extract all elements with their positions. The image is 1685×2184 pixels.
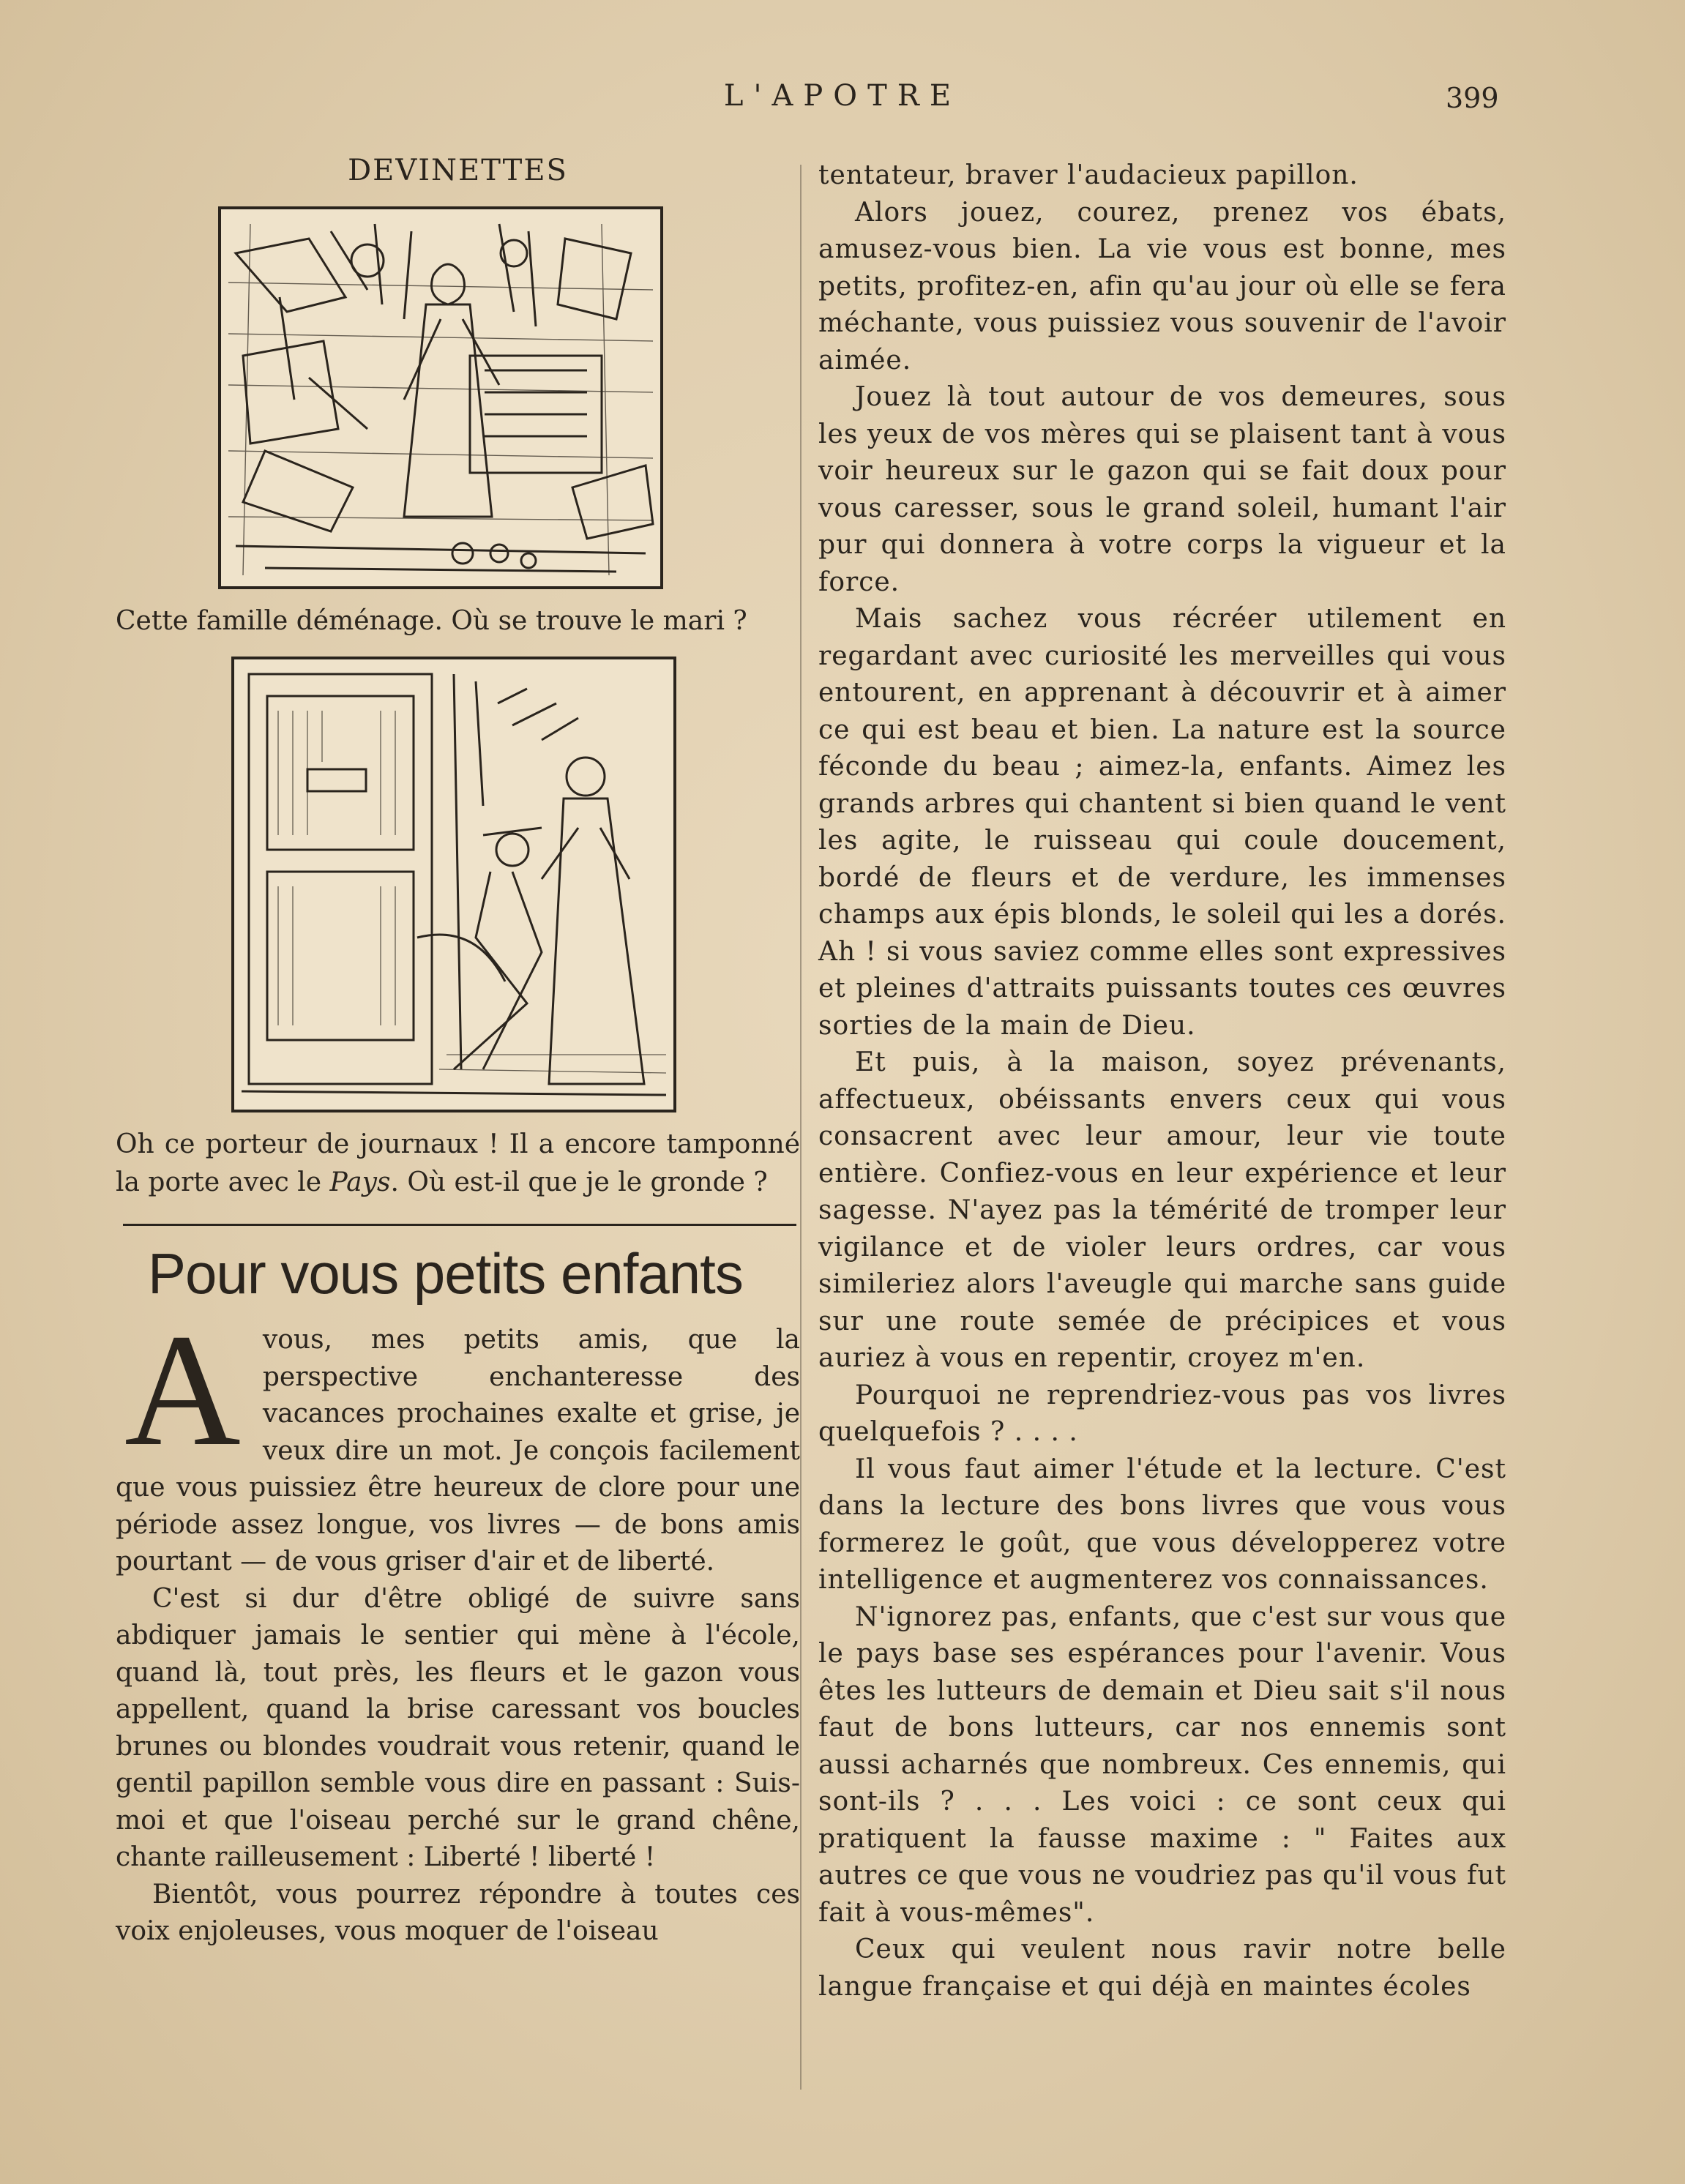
puzzle-caption-1: Cette famille déménage. Où se trouve le mari ? (116, 606, 747, 636)
left-column (116, 146, 800, 1951)
newspaper-door-engraving-icon (234, 659, 673, 1110)
article-dropcap: A (124, 1301, 241, 1479)
moving-family-engraving-icon (221, 209, 660, 586)
article-paragraph: vous, mes petits amis, que la perspective enchanteresse des vacances prochaines exalte et grise, je veux dire un mot. Je conçois facilement que vous puissiez être heureux de clore pour une période assez longue, vos livres — de bons amis pourtant — de vous griser d'air et de liberté. (116, 1325, 800, 1577)
running-header-title: L'APOTRE (723, 79, 962, 113)
article-paragraph: C'est si dur d'être obligé de suivre sans abdiquer jamais le sentier qui mène à l'école, quand là, tout près, les fleurs et le gazon vous appellent, quand la brise caressant vos boucles brunes ou blondes voudrait vous retenir, quand le gentil papillon semble vous dire en passant : Suis-moi et que l'oiseau perché sur le grand chêne, chante railleusement : Liberté ! liberté ! (116, 1583, 800, 1872)
article-paragraph: N'ignorez pas, enfants, que c'est sur vous que le pays base ses espérances pour l'avenir. Vous êtes les lutteurs de demain et Dieu sait s'il nous faut de bons lutteurs, car nos ennemis sont aussi acharnés que nombreux. Ces ennemis, qui sont-ils ? . . . Les voici : ce sont ceux qui pratiquent la fausse maxime : " Faites aux autres ce que vous ne voudriez pas qu'il vous fut fait à vous-mêmes". (818, 1601, 1506, 1928)
article-paragraph: Il vous faut aimer l'étude et la lecture. C'est dans la lecture des bons livres que vous vous formerez le goût, que vous développerez votre intelligence et augmenterez vos connaissances. (818, 1454, 1506, 1595)
column-divider (800, 165, 802, 2090)
article-paragraph: Jouez là tout autour de vos demeures, sous les yeux de vos mères qui se plaisent tant à vous voir heureux sur le gazon qui se fait doux pour vous caresser, sous le grand soleil, humant l'air pur qui donnera à votre corps la vigueur et la force. (818, 382, 1506, 597)
article-paragraph: Mais sachez vous récréer utilement en regardant avec curiosité les merveilles qui vous entourent, en apprenant à découvrir et à aimer ce qui est beau et bien. La nature est la source féconde du beau ; aimez-la, enfants. Aimez les grands arbres qui chantent si bien quand le vent les agite, le ruisseau qui coule doucement, bordé de fleurs et de verdure, les immenses champs aux épis blonds, le soleil qui les a dorés. Ah ! si vous saviez comme elles sont expressives et pleines d'attraits puissants toutes ces œuvres sorties de la main de Dieu. (818, 604, 1506, 1041)
article-paragraph: Ceux qui veulent nous ravir notre belle langue française et qui déjà en maintes écoles (818, 1934, 1506, 2002)
article-paragraph: Pourquoi ne reprendriez-vous pas vos livres quelquefois ? . . . . (818, 1380, 1506, 1447)
puzzle-caption-2 (116, 1126, 800, 1202)
article-left-body (116, 1301, 800, 1951)
article-paragraph: Bientôt, vous pourrez répondre à toutes ces voix enjoleuses, vous moquer de l'oiseau (116, 1879, 800, 1946)
right-column (818, 157, 1506, 2005)
devinettes-heading: DEVINETTES (348, 154, 568, 187)
article-paragraph: Et puis, à la maison, soyez prévenants, affectueux, obéissants envers ceux qui vous consacrent avec leur amour, leur vie toute entière. Confiez-vous en leur expérience et leur sagesse. N'ayez pas la témérité de tromper leur vigilance et de violer leurs ordres, car vous simileriez alors l'aveugle qui marche sans guide sur une route semée de précipices et vous auriez à vous en repentir, croyez m'en. (818, 1047, 1506, 1373)
article-title: Pour vous petits enfants (148, 1241, 743, 1306)
article-paragraph: Alors jouez, courez, prenez vos ébats, amusez-vous bien. La vie vous est bonne, mes petits, profitez-en, afin qu'au jour où elle se fera méchante, vous puissiez vous souvenir de l'avoir aimée. (818, 197, 1506, 375)
caption2-part-b: . Où est-il que je le gronde ? (390, 1167, 768, 1197)
moving-family-illustration (218, 206, 663, 589)
page-number: 399 (1446, 82, 1499, 114)
caption2-newspaper-name: Pays (329, 1167, 391, 1197)
newspaper-door-illustration (231, 657, 676, 1112)
article-paragraph: tentateur, braver l'audacieux papillon. (818, 160, 1359, 190)
caption2-part-a: Oh ce porteur de journaux ! Il a encore tamponné la porte avec le (116, 1129, 800, 1197)
section-divider (123, 1224, 796, 1226)
